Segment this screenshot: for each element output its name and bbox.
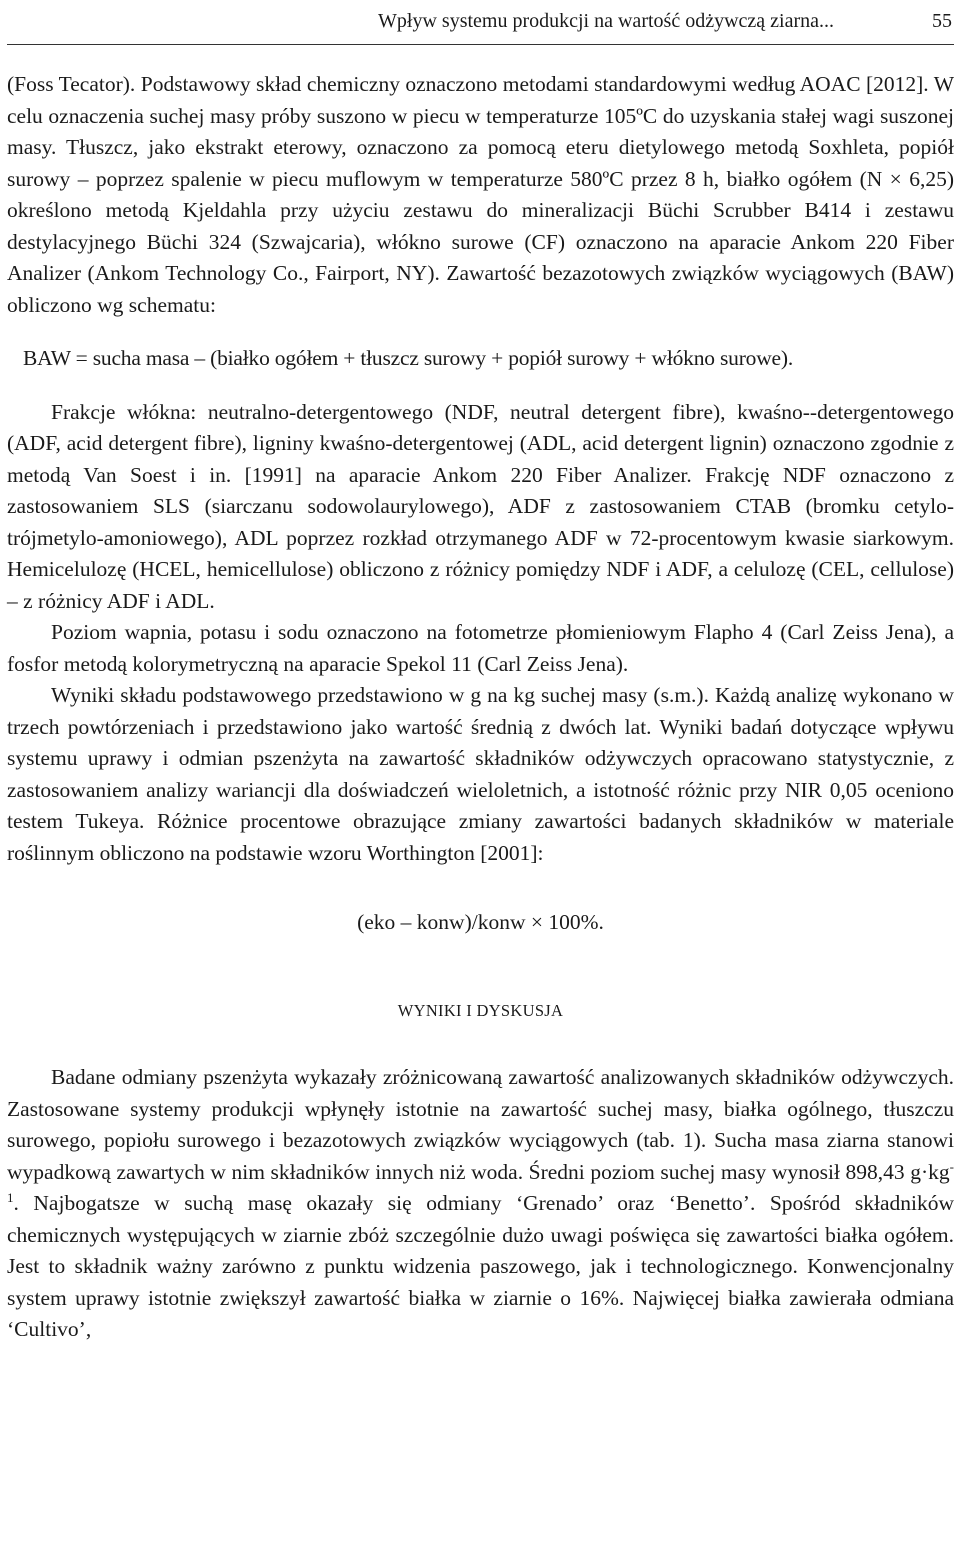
results-text-part-1: Badane odmiany pszenżyta wykazały zróżnicowaną zawartość analizowanych składników odżywczych. Zastosowane systemy produkcji wpłynęły istotnie na zawartość suchej masy, białka ogólnego, tłuszczu surowego, popiołu surowego i bezazotowych związków wyciągowych (tab. 1). Sucha masa ziarna stanowi wypadkową zawartych w nim składników innych niż woda. Średni poziom suchej masy wynosił 898,43 g·kg xyxy=(7,1065,954,1184)
baw-formula: BAW = sucha masa – (białko ogółem + tłuszcz surowy + popiół surowy + włókno surowe). xyxy=(23,346,794,370)
section-heading: WYNIKI I DYSKUSJA xyxy=(397,1000,564,1020)
methods-paragraph-4: Wyniki składu podstawowego przedstawiono w g na kg suchej masy (s.m.). Każdą analizę wykonano w trzech powtórzeniach i przedstawiono jako wartość średnią z dwóch lat. Wyniki badań dotyczące wpływu systemu uprawy i odmian pszenżyta na zawartość składników odżywczych opracowano statystycznie, z zastosowaniem analizy wariancji dla doświadczeń wieloletnich, a istotność różnic przy NIR 0,05 oceniono testem Tukeya. Różnice procentowe obrazujące zmiany zawartości badanych składników w materiale roślinnym obliczono na podstawie wzoru Worthington [2001]: xyxy=(7,683,954,865)
running-header xyxy=(7,0,954,45)
page-number: 55 xyxy=(932,10,952,33)
methods-paragraph-1: (Foss Tecator). Podstawowy skład chemiczny oznaczono metodami standardowymi według AOAC [2012]. W celu oznaczenia suchej masy próby suszono w piecu w temperaturze 105ºC do uzyskania stałej wagi suszonej masy. Tłuszcz, jako ekstrakt eterowy, oznaczono za pomocą eteru dietylowego metodą Soxhleta, popiół surowy – poprzez spalenie w piecu muflowym w temperaturze 580ºC przez 8 h, białko ogółem (N × 6,25) określono metodą Kjeldahla przy użyciu zestawu do mineralizacji Büchi Scrubber B414 i zestawu destylacyjnego Büchi 324 (Szwajcaria), włókno surowe (CF) oznaczono na aparacie Ankom 220 Fiber Analizer (Ankom Technology Co., Fairport, NY). Zawartość bezazotowych związków wyciągowych (BAW) obliczono wg schematu: xyxy=(7,72,954,317)
methods-paragraph-2: Frakcje włókna: neutralno-detergentowego (NDF, neutral detergent fibre), kwaśno--detergentowego (ADF, acid detergent fibre), ligniny kwaśno-detergentowej (ADL, acid detergent lignin) oznaczono zgodnie z metodą Van Soest i in. [1991] na aparacie Ankom 220 Fiber Analizer. Frakcję NDF oznaczono z zastosowaniem SLS (siarczanu sodowolaurylowego), ADF z zastosowaniem CTAB (bromku cetylo-trójmetylo-amoniowego), ADL poprzez rozkład otrzymanego ADF w 72-procentowym kwasie siarkowym. Hemicelulozę (HCEL, hemicellulose) obliczono z różnicy pomiędzy NDF i ADF, a celulozę (CEL, cellulose) – z różnicy ADF i ADL. xyxy=(7,399,954,613)
results-paragraph-1 xyxy=(7,1062,954,1346)
results-text-part-2: . Najbogatsze w suchą masę okazały się odmiany ‘Grenado’ oraz ‘Benetto’. Spośród składników chemicznych występujących w ziarnie zbóż szczególnie dużo uwagi poświęca się zawartości białka ogółem. Jest to składnik ważny zarówno z punktu widzenia paszowego, jak i technologicznego. Konwencjonalny system uprawy istotnie zwiększył zawartość białka w ziarnie o 16%. Najwięcej białka zawierała odmiana ‘Cultivo’, xyxy=(7,1191,954,1341)
percent-difference-formula: (eko – konw)/konw × 100%. xyxy=(357,910,604,934)
unit-superscript: -1 xyxy=(7,1158,954,1205)
methods-paragraph-3: Poziom wapnia, potasu i sodu oznaczono na fotometrze płomieniowym Flapho 4 (Carl Zeiss Jena), a fosfor metodą kolorymetryczną na aparacie Spekol 11 (Carl Zeiss Jena). xyxy=(7,620,954,676)
body-text xyxy=(7,69,954,1346)
running-header-title: Wpływ systemu produkcji na wartość odżywczą ziarna... xyxy=(378,10,834,33)
